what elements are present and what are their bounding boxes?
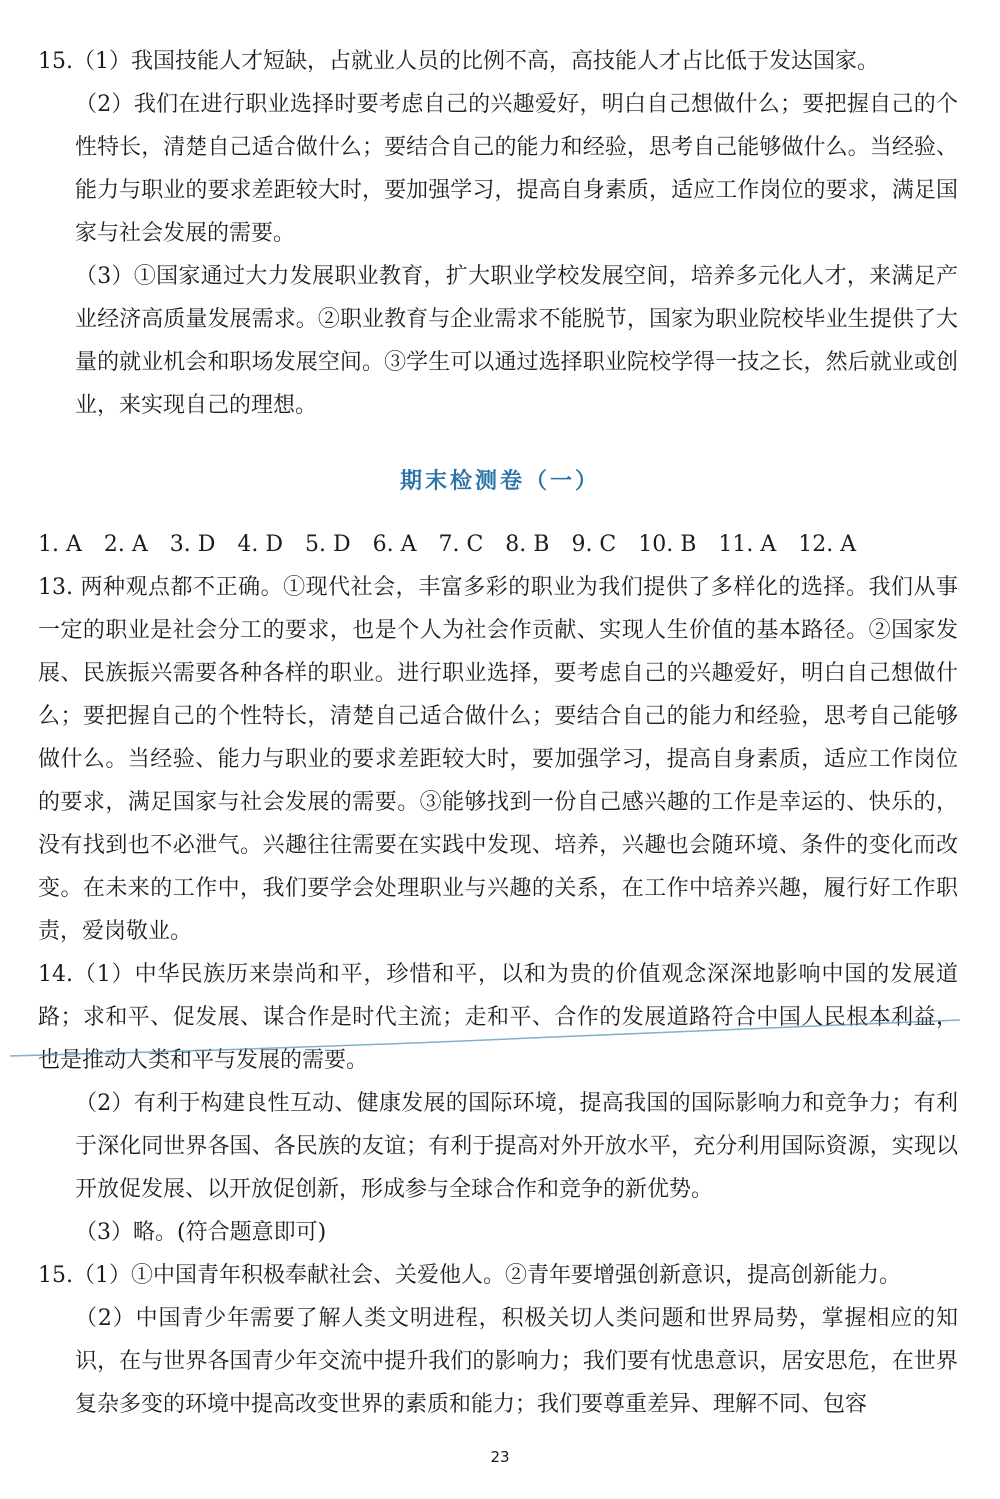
- answer-14-3: （3）略。(符合题意即可): [75, 1220, 327, 1245]
- pen-mark-line: [10, 1012, 960, 1072]
- answer-15-1: 15.（1）①中国青年积极奉献社会、关爱他人。②青年要增强创新意识，提高创新能力。: [38, 1263, 901, 1288]
- section-title: 期末检测卷（一）: [399, 469, 600, 494]
- answer-15-1-previous: 15.（1）我国技能人才短缺，占就业人员的比例不高，高技能人才占比低于发达国家。: [38, 49, 879, 74]
- choice-answers: 1. A 2. A 3. D 4. D 5. D 6. A 7. C 8. B 9. C 10. B 11. A 12. A: [38, 532, 857, 557]
- answer-15-2-previous: （2）我们在进行职业选择时要考虑自己的兴趣爱好，明白自己想做什么；要把握自己的个性特长，清楚自己适合做什么；要结合自己的能力和经验，思考自己能够做什么。当经验、能力与职业的要求差距较大时，要加强学习，提高自身素质，适应工作岗位的要求，满足国家与社会发展的需要。: [75, 92, 958, 246]
- answer-14-1: 14.（1）中华民族历来崇尚和平，珍惜和平，以和为贵的价值观念深深地影响中国的发展道路；求和平、促发展、谋合作是时代主流；走和平、合作的发展道路符合中国人民根本利益，也是推动人类和平与发展的需要。: [38, 962, 958, 1073]
- answer-15-2: （2）中国青少年需要了解人类文明进程，积极关切人类问题和世界局势，掌握相应的知识，在与世界各国青少年交流中提升我们的影响力；我们要有忧患意识，居安思危，在世界复杂多变的环境中提高改变世界的素质和能力；我们要尊重差异、理解不同、包容: [75, 1306, 958, 1417]
- page-number: 23: [490, 1448, 510, 1466]
- answer-13: 13. 两种观点都不正确。①现代社会，丰富多彩的职业为我们提供了多样化的选择。我们从事一定的职业是社会分工的要求，也是个人为社会作贡献、实现人生价值的基本路径。②国家发展、民族振兴需要各种各样的职业。进行职业选择，要考虑自己的兴趣爱好，明白自己想做什么；要把握自己的个性特长，清楚自己适合做什么；要结合自己的能力和经验，思考自己能够做什么。当经验、能力与职业的要求差距较大时，要加强学习，提高自身素质，适应工作岗位的要求，满足国家与社会发展的需要。③能够找到一份自己感兴趣的工作是幸运的、快乐的，没有找到也不必泄气。兴趣往往需要在实践中发现、培养，兴趣也会随环境、条件的变化而改变。在未来的工作中，我们要学会处理职业与兴趣的关系，在工作中培养兴趣，履行好工作职责，爱岗敬业。: [38, 575, 958, 944]
- answer-15-3-previous: （3）①国家通过大力发展职业教育，扩大职业学校发展空间，培养多元化人才，来满足产业经济高质量发展需求。②职业教育与企业需求不能脱节，国家为职业院校毕业生提供了大量的就业机会和职场发展空间。③学生可以通过选择职业院校学得一技之长，然后就业或创业，来实现自己的理想。: [75, 264, 958, 418]
- answer-14-2: （2）有利于构建良性互动、健康发展的国际环境，提高我国的国际影响力和竞争力；有利于深化同世界各国、各民族的友谊；有利于提高对外开放水平，充分利用国际资源，实现以开放促发展、以开放促创新，形成参与全球合作和竞争的新优势。: [75, 1091, 958, 1202]
